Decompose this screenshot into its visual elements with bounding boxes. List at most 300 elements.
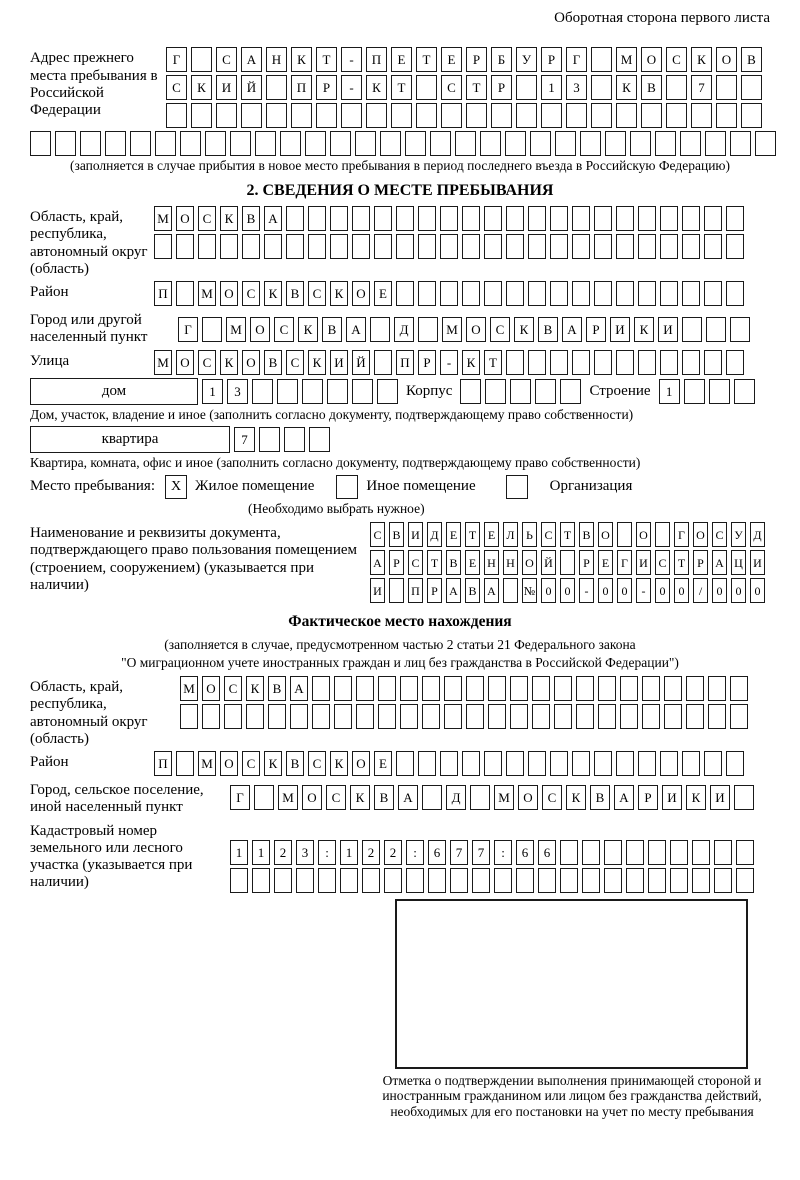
form-cell[interactable]: 7	[472, 840, 490, 865]
form-cell[interactable]	[374, 234, 392, 259]
form-cell[interactable]: В	[264, 350, 282, 375]
form-cell[interactable]: С	[326, 785, 346, 810]
form-cell[interactable]	[648, 868, 666, 893]
form-cell[interactable]: А	[264, 206, 282, 231]
form-cell[interactable]	[462, 751, 480, 776]
form-cell[interactable]	[428, 868, 446, 893]
form-cell[interactable]	[704, 281, 722, 306]
form-cell[interactable]: 2	[384, 840, 402, 865]
form-cell[interactable]	[264, 234, 282, 259]
form-cell[interactable]	[268, 704, 286, 729]
form-cell[interactable]: Е	[441, 47, 462, 72]
form-cell[interactable]	[714, 868, 732, 893]
form-cell[interactable]: К	[298, 317, 318, 342]
form-cell[interactable]: Т	[427, 550, 442, 575]
form-cell[interactable]: Т	[391, 75, 412, 100]
form-cell[interactable]	[176, 234, 194, 259]
form-cell[interactable]: 0	[655, 578, 670, 603]
form-cell[interactable]: Р	[491, 75, 512, 100]
form-cell[interactable]: Р	[389, 550, 404, 575]
form-cell[interactable]: С	[541, 522, 556, 547]
form-cell[interactable]: М	[494, 785, 514, 810]
form-cell[interactable]	[166, 103, 187, 128]
form-cell[interactable]	[191, 47, 212, 72]
form-cell[interactable]	[180, 704, 198, 729]
form-cell[interactable]	[630, 131, 651, 156]
form-cell[interactable]: О	[352, 281, 370, 306]
form-cell[interactable]: Д	[427, 522, 442, 547]
form-cell[interactable]	[532, 676, 550, 701]
form-cell[interactable]: 0	[541, 578, 556, 603]
form-cell[interactable]: Е	[446, 522, 461, 547]
form-cell[interactable]	[491, 103, 512, 128]
form-cell[interactable]: Е	[391, 47, 412, 72]
form-cell[interactable]	[30, 131, 51, 156]
form-cell[interactable]: С	[242, 751, 260, 776]
form-cell[interactable]: 1	[202, 379, 223, 404]
form-cell[interactable]	[334, 676, 352, 701]
form-cell[interactable]	[516, 868, 534, 893]
form-cell[interactable]: К	[566, 785, 586, 810]
form-cell[interactable]: С	[370, 522, 385, 547]
form-cell[interactable]	[389, 578, 404, 603]
form-cell[interactable]: М	[198, 281, 216, 306]
form-cell[interactable]: О	[598, 522, 613, 547]
form-cell[interactable]	[286, 206, 304, 231]
form-cell[interactable]	[516, 75, 537, 100]
form-cell[interactable]	[620, 676, 638, 701]
form-cell[interactable]	[550, 751, 568, 776]
form-cell[interactable]	[682, 317, 702, 342]
form-cell[interactable]	[480, 131, 501, 156]
form-cell[interactable]: П	[291, 75, 312, 100]
form-cell[interactable]: С	[198, 206, 216, 231]
form-cell[interactable]	[726, 350, 744, 375]
form-cell[interactable]: М	[442, 317, 462, 342]
form-cell[interactable]	[528, 751, 546, 776]
form-cell[interactable]: 1	[252, 840, 270, 865]
form-cell[interactable]	[620, 704, 638, 729]
form-cell[interactable]: -	[636, 578, 651, 603]
form-cell[interactable]: В	[286, 281, 304, 306]
form-cell[interactable]	[572, 234, 590, 259]
form-cell[interactable]	[682, 751, 700, 776]
form-cell[interactable]: И	[636, 550, 651, 575]
form-cell[interactable]	[242, 234, 260, 259]
form-cell[interactable]	[418, 281, 436, 306]
form-cell[interactable]	[485, 379, 506, 404]
form-cell[interactable]: Р	[579, 550, 594, 575]
form-cell[interactable]	[316, 103, 337, 128]
form-cell[interactable]	[506, 751, 524, 776]
form-cell[interactable]: К	[330, 751, 348, 776]
form-cell[interactable]	[617, 522, 632, 547]
form-cell[interactable]: П	[154, 281, 172, 306]
form-cell[interactable]: О	[250, 317, 270, 342]
form-cell[interactable]	[734, 785, 754, 810]
form-cell[interactable]	[734, 379, 755, 404]
form-cell[interactable]: А	[712, 550, 727, 575]
form-cell[interactable]	[741, 103, 762, 128]
form-cell[interactable]: -	[440, 350, 458, 375]
form-cell[interactable]: К	[616, 75, 637, 100]
form-cell[interactable]: К	[366, 75, 387, 100]
form-cell[interactable]	[730, 704, 748, 729]
form-cell[interactable]	[274, 868, 292, 893]
form-cell[interactable]	[506, 350, 524, 375]
form-cell[interactable]: А	[446, 578, 461, 603]
form-cell[interactable]	[105, 131, 126, 156]
form-cell[interactable]: С	[274, 317, 294, 342]
form-cell[interactable]	[554, 676, 572, 701]
form-cell[interactable]	[638, 234, 656, 259]
form-cell[interactable]: Т	[316, 47, 337, 72]
form-cell[interactable]: :	[494, 840, 512, 865]
form-cell[interactable]: 3	[227, 379, 248, 404]
form-cell[interactable]: В	[579, 522, 594, 547]
form-cell[interactable]	[582, 840, 600, 865]
form-cell[interactable]	[154, 234, 172, 259]
form-cell[interactable]	[705, 131, 726, 156]
form-cell[interactable]	[580, 131, 601, 156]
form-cell[interactable]	[591, 75, 612, 100]
form-cell[interactable]	[538, 868, 556, 893]
form-cell[interactable]: С	[242, 281, 260, 306]
form-cell[interactable]	[440, 281, 458, 306]
form-cell[interactable]: Р	[638, 785, 658, 810]
form-cell[interactable]: Ц	[731, 550, 746, 575]
form-cell[interactable]: Т	[465, 522, 480, 547]
form-cell[interactable]	[560, 868, 578, 893]
form-cell[interactable]: 1	[541, 75, 562, 100]
form-cell[interactable]	[396, 206, 414, 231]
form-cell[interactable]: 1	[230, 840, 248, 865]
form-cell[interactable]: В	[741, 47, 762, 72]
form-cell[interactable]	[330, 206, 348, 231]
form-cell[interactable]: 3	[296, 840, 314, 865]
organization-checkbox[interactable]	[506, 475, 528, 499]
form-cell[interactable]: К	[246, 676, 264, 701]
form-cell[interactable]	[466, 676, 484, 701]
form-cell[interactable]	[604, 840, 622, 865]
form-cell[interactable]	[648, 840, 666, 865]
form-cell[interactable]	[378, 704, 396, 729]
form-cell[interactable]: М	[154, 206, 172, 231]
form-cell[interactable]	[550, 234, 568, 259]
form-cell[interactable]	[704, 751, 722, 776]
form-cell[interactable]	[686, 704, 704, 729]
form-cell[interactable]	[684, 379, 705, 404]
form-cell[interactable]	[462, 206, 480, 231]
form-cell[interactable]	[726, 206, 744, 231]
form-cell[interactable]: С	[308, 281, 326, 306]
form-cell[interactable]: М	[278, 785, 298, 810]
form-cell[interactable]	[450, 868, 468, 893]
form-cell[interactable]: Т	[416, 47, 437, 72]
form-cell[interactable]: В	[268, 676, 286, 701]
form-cell[interactable]	[362, 868, 380, 893]
form-cell[interactable]: О	[220, 281, 238, 306]
form-cell[interactable]	[422, 704, 440, 729]
form-cell[interactable]: Ь	[522, 522, 537, 547]
form-cell[interactable]	[296, 868, 314, 893]
form-cell[interactable]	[462, 234, 480, 259]
form-cell[interactable]: -	[341, 47, 362, 72]
form-cell[interactable]	[176, 281, 194, 306]
form-cell[interactable]	[391, 103, 412, 128]
form-cell[interactable]: 0	[712, 578, 727, 603]
form-cell[interactable]	[356, 676, 374, 701]
form-cell[interactable]	[730, 131, 751, 156]
form-cell[interactable]: 6	[428, 840, 446, 865]
form-cell[interactable]	[327, 379, 348, 404]
form-cell[interactable]	[466, 704, 484, 729]
form-cell[interactable]	[682, 206, 700, 231]
form-cell[interactable]: К	[330, 281, 348, 306]
form-cell[interactable]: В	[465, 578, 480, 603]
form-cell[interactable]: 0	[598, 578, 613, 603]
form-cell[interactable]	[430, 131, 451, 156]
form-cell[interactable]	[726, 751, 744, 776]
form-cell[interactable]	[550, 206, 568, 231]
form-cell[interactable]	[202, 704, 220, 729]
form-cell[interactable]	[396, 751, 414, 776]
form-cell[interactable]	[266, 103, 287, 128]
form-cell[interactable]	[550, 350, 568, 375]
form-cell[interactable]	[312, 676, 330, 701]
form-cell[interactable]	[494, 868, 512, 893]
form-cell[interactable]	[660, 281, 678, 306]
form-cell[interactable]	[444, 704, 462, 729]
form-cell[interactable]: В	[322, 317, 342, 342]
form-cell[interactable]	[660, 234, 678, 259]
form-cell[interactable]	[252, 379, 273, 404]
form-cell[interactable]	[318, 868, 336, 893]
form-cell[interactable]	[284, 427, 305, 452]
form-cell[interactable]: О	[636, 522, 651, 547]
form-cell[interactable]	[380, 131, 401, 156]
form-cell[interactable]	[616, 751, 634, 776]
form-cell[interactable]	[216, 103, 237, 128]
form-cell[interactable]: О	[518, 785, 538, 810]
form-cell[interactable]: С	[308, 751, 326, 776]
form-cell[interactable]	[341, 103, 362, 128]
form-cell[interactable]	[642, 676, 660, 701]
form-cell[interactable]	[706, 317, 726, 342]
form-cell[interactable]	[741, 75, 762, 100]
form-cell[interactable]: М	[154, 350, 172, 375]
form-cell[interactable]	[736, 868, 754, 893]
form-cell[interactable]	[704, 234, 722, 259]
form-cell[interactable]	[444, 676, 462, 701]
form-cell[interactable]: 6	[538, 840, 556, 865]
form-cell[interactable]: А	[241, 47, 262, 72]
form-cell[interactable]: В	[446, 550, 461, 575]
form-cell[interactable]: К	[686, 785, 706, 810]
form-cell[interactable]: Е	[374, 281, 392, 306]
form-cell[interactable]	[709, 379, 730, 404]
form-cell[interactable]: Е	[598, 550, 613, 575]
form-cell[interactable]: С	[712, 522, 727, 547]
form-cell[interactable]	[377, 379, 398, 404]
form-cell[interactable]: Д	[394, 317, 414, 342]
form-cell[interactable]: К	[220, 350, 238, 375]
form-cell[interactable]: П	[366, 47, 387, 72]
form-cell[interactable]	[582, 868, 600, 893]
form-cell[interactable]	[488, 676, 506, 701]
form-cell[interactable]	[400, 676, 418, 701]
form-cell[interactable]	[572, 751, 590, 776]
form-cell[interactable]: Е	[484, 522, 499, 547]
form-cell[interactable]	[594, 281, 612, 306]
form-cell[interactable]	[366, 103, 387, 128]
form-cell[interactable]	[730, 676, 748, 701]
form-cell[interactable]	[616, 103, 637, 128]
form-cell[interactable]	[641, 103, 662, 128]
form-cell[interactable]	[594, 751, 612, 776]
form-cell[interactable]	[638, 206, 656, 231]
form-cell[interactable]: А	[398, 785, 418, 810]
apartment-type-box[interactable]: квартира	[30, 426, 230, 453]
form-cell[interactable]	[594, 206, 612, 231]
other-premises-checkbox[interactable]	[336, 475, 358, 499]
form-cell[interactable]	[241, 103, 262, 128]
form-cell[interactable]: К	[264, 751, 282, 776]
form-cell[interactable]	[566, 103, 587, 128]
form-cell[interactable]	[626, 840, 644, 865]
form-cell[interactable]: С	[216, 47, 237, 72]
form-cell[interactable]: Г	[566, 47, 587, 72]
form-cell[interactable]	[616, 234, 634, 259]
form-cell[interactable]: П	[396, 350, 414, 375]
form-cell[interactable]	[598, 676, 616, 701]
form-cell[interactable]	[660, 206, 678, 231]
form-cell[interactable]	[484, 751, 502, 776]
form-cell[interactable]: А	[562, 317, 582, 342]
form-cell[interactable]	[440, 206, 458, 231]
form-cell[interactable]	[405, 131, 426, 156]
form-cell[interactable]: О	[466, 317, 486, 342]
form-cell[interactable]: 0	[750, 578, 765, 603]
form-cell[interactable]: Б	[491, 47, 512, 72]
form-cell[interactable]	[330, 131, 351, 156]
form-cell[interactable]	[528, 350, 546, 375]
form-cell[interactable]	[736, 840, 754, 865]
form-cell[interactable]	[277, 379, 298, 404]
form-cell[interactable]: О	[522, 550, 537, 575]
form-cell[interactable]	[605, 131, 626, 156]
form-cell[interactable]: С	[286, 350, 304, 375]
form-cell[interactable]: Н	[484, 550, 499, 575]
form-cell[interactable]: Р	[693, 550, 708, 575]
form-cell[interactable]	[626, 868, 644, 893]
form-cell[interactable]	[180, 131, 201, 156]
form-cell[interactable]: О	[302, 785, 322, 810]
form-cell[interactable]	[535, 379, 556, 404]
form-cell[interactable]	[716, 103, 737, 128]
form-cell[interactable]: -	[579, 578, 594, 603]
form-cell[interactable]: С	[224, 676, 242, 701]
form-cell[interactable]	[418, 751, 436, 776]
form-cell[interactable]: О	[716, 47, 737, 72]
form-cell[interactable]	[254, 785, 274, 810]
form-cell[interactable]	[355, 131, 376, 156]
form-cell[interactable]	[396, 234, 414, 259]
form-cell[interactable]	[252, 868, 270, 893]
form-cell[interactable]	[418, 234, 436, 259]
form-cell[interactable]	[555, 131, 576, 156]
form-cell[interactable]	[406, 868, 424, 893]
form-cell[interactable]: О	[176, 350, 194, 375]
form-cell[interactable]: Т	[674, 550, 689, 575]
form-cell[interactable]: С	[441, 75, 462, 100]
form-cell[interactable]	[642, 704, 660, 729]
form-cell[interactable]: Г	[617, 550, 632, 575]
form-cell[interactable]: К	[291, 47, 312, 72]
form-cell[interactable]: 7	[450, 840, 468, 865]
form-cell[interactable]: :	[406, 840, 424, 865]
form-cell[interactable]: К	[634, 317, 654, 342]
form-cell[interactable]	[440, 751, 458, 776]
form-cell[interactable]	[305, 131, 326, 156]
form-cell[interactable]: С	[655, 550, 670, 575]
form-cell[interactable]: Е	[465, 550, 480, 575]
form-cell[interactable]	[506, 234, 524, 259]
form-cell[interactable]: Г	[178, 317, 198, 342]
form-cell[interactable]: 2	[362, 840, 380, 865]
form-cell[interactable]	[374, 206, 392, 231]
form-cell[interactable]: О	[693, 522, 708, 547]
form-cell[interactable]	[716, 75, 737, 100]
form-cell[interactable]	[572, 206, 590, 231]
form-cell[interactable]	[726, 281, 744, 306]
form-cell[interactable]: 6	[516, 840, 534, 865]
form-cell[interactable]: Р	[541, 47, 562, 72]
form-cell[interactable]	[202, 317, 222, 342]
form-cell[interactable]: В	[389, 522, 404, 547]
form-cell[interactable]	[682, 281, 700, 306]
form-cell[interactable]	[280, 131, 301, 156]
form-cell[interactable]	[440, 234, 458, 259]
form-cell[interactable]	[290, 704, 308, 729]
form-cell[interactable]: А	[370, 550, 385, 575]
form-cell[interactable]: 1	[659, 379, 680, 404]
form-cell[interactable]: Р	[586, 317, 606, 342]
form-cell[interactable]: И	[658, 317, 678, 342]
form-cell[interactable]	[374, 350, 392, 375]
form-cell[interactable]	[484, 281, 502, 306]
form-cell[interactable]: К	[308, 350, 326, 375]
form-cell[interactable]: 0	[674, 578, 689, 603]
form-cell[interactable]	[416, 75, 437, 100]
form-cell[interactable]: 7	[234, 427, 255, 452]
form-cell[interactable]: С	[666, 47, 687, 72]
form-cell[interactable]: 3	[566, 75, 587, 100]
form-cell[interactable]	[541, 103, 562, 128]
form-cell[interactable]: К	[514, 317, 534, 342]
form-cell[interactable]: О	[242, 350, 260, 375]
form-cell[interactable]	[638, 281, 656, 306]
form-cell[interactable]	[155, 131, 176, 156]
form-cell[interactable]	[506, 206, 524, 231]
form-cell[interactable]: С	[408, 550, 423, 575]
form-cell[interactable]	[528, 206, 546, 231]
form-cell[interactable]	[666, 75, 687, 100]
form-cell[interactable]: Й	[352, 350, 370, 375]
form-cell[interactable]	[591, 103, 612, 128]
form-cell[interactable]	[528, 281, 546, 306]
form-cell[interactable]: И	[216, 75, 237, 100]
